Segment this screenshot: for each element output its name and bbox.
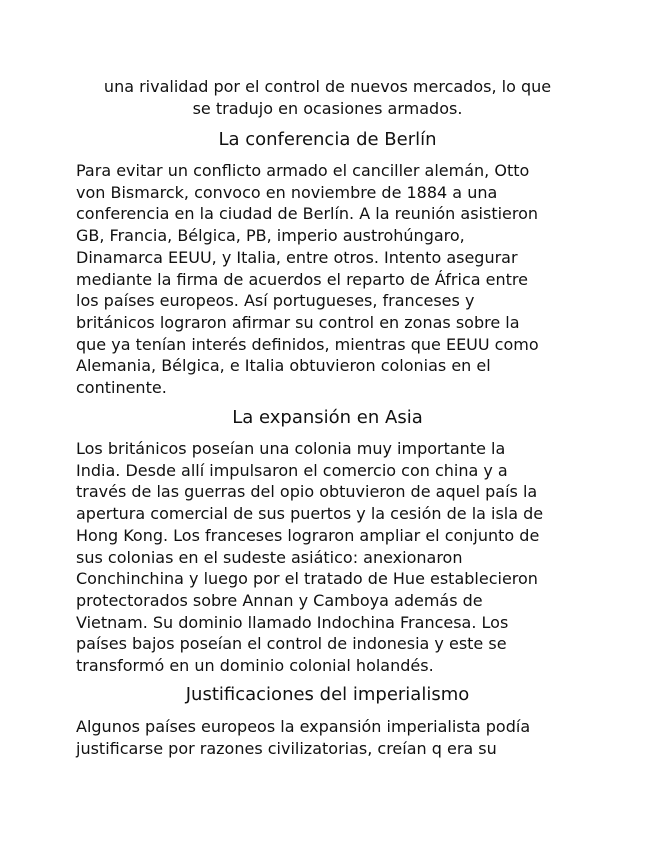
intro-paragraph: una rivalidad por el control de nuevos mercados, lo que se tradujo en ocasiones armados. xyxy=(103,77,552,118)
section-paragraph-asia: Los británicos poseían una colonia muy importante la India. Desde allí impulsaron el comercio con china y a través de las guerras del opio obtuvieron de aquel país la apertura comercial de sus puertos y la cesión de la isla de Hong Kong. Los franceses lograron ampliar el conjunto de sus colonias en el sudeste asiático: anexionaron Conchinchina y luego por el tratado de Hue establecieron protectorados sobre Annan y Camboya además de Vietnam. Su dominio llamado Indochina Francesa. Los países bajos poseían el control de indonesia y este se transformó en un dominio colonial holandés. xyxy=(76,439,544,676)
section-heading-berlin: La conferencia de Berlín xyxy=(218,129,437,150)
section-heading-justificaciones: Justificaciones del imperialismo xyxy=(185,684,470,705)
section-paragraph-justificaciones: Algunos países europeos la expansión imperialista podía justificarse por razones civilizatorias, creían q era su xyxy=(76,717,531,758)
section-heading-asia: La expansión en Asia xyxy=(232,407,423,428)
section-paragraph-berlin: Para evitar un conflicto armado el canciller alemán, Otto von Bismarck, convoco en noviembre de 1884 a una conferencia en la ciudad de Berlín. A la reunión asistieron GB, Francia, Bélgica, PB, imperio austrohúngaro, Dinamarca EEUU, y Italia, entre otros. Intento asegurar mediante la firma de acuerdos el reparto de África entre los países europeos. Así portugueses, franceses y británicos lograron afirmar su control en zonas sobre la que ya tenían interés definidos, mientras que EEUU como Alemania, Bélgica, e Italia obtuvieron colonias en el continente. xyxy=(76,161,539,398)
